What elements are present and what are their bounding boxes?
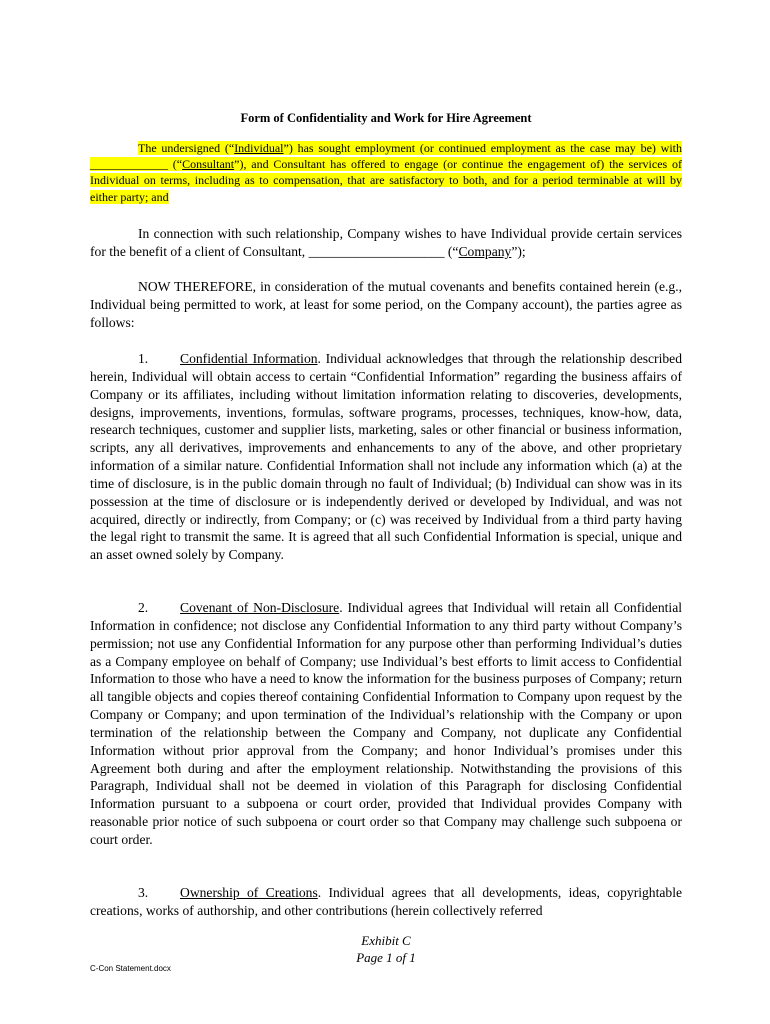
file-name: C-Con Statement.docx	[90, 964, 171, 973]
highlighted-text	[90, 141, 682, 204]
section-1	[90, 350, 682, 564]
section-body: . Individual acknowledges that through the relationship described herein, Individual will obtain access to certain “Confidential Information” regarding the business affairs of Company or its affiliates, including without limitation information relating to discoveries, developments, designs, improvements, inventions, formulas, software programs, processes, techniques, know-how, data, research techniques, customer and supplier lists, marketing, sales or other financial or business information, scripts, any all derivatives, improvements and enhancements to any of the above, and other proprietary information of a similar nature. Confidential Information shall not include any information which (a) at the time of disclosure, is in the public domain through no fault of Individual; (b) Individual can show was in its possession at the time of disclosure or is independently derived or developed by Individual, and was not acquired, directly or indirectly, from Company; or (c) was received by Individual from a third party having the legal right to transmit the same. It is agreed that all such Confidential Information is special, unique and an asset owned solely by Company.	[90, 351, 682, 563]
exhibit-label: Exhibit C	[361, 933, 411, 948]
recital1-text-3: ”), and Consultant has offered to engage (or continue the engagement of) the services of Individual on terms, including as to compensation, that are satisfactory to both, and for a period terminable at will by either party; and	[90, 157, 682, 204]
recital1-text-2: ”) has sought employment (or continued employment as the case may be) with _____________ (“	[90, 141, 683, 172]
recital1-text-1: The undersigned (“	[138, 141, 235, 155]
defined-term-individual: Individual	[234, 141, 284, 155]
section-body: . Individual agrees that all developments, ideas, copyrightable creations, works of authorship, and other contributions (herein collectively referred	[90, 885, 683, 918]
section-number: 2.	[138, 600, 149, 615]
page-number: Page 1 of 1	[356, 950, 416, 965]
section-number: 1.	[138, 351, 149, 366]
section-3	[90, 884, 682, 920]
document-title: Form of Confidentiality and Work for Hire Agreement	[240, 111, 532, 125]
recital2-text-2: ”);	[511, 243, 526, 259]
defined-term-consultant: Consultant	[182, 157, 235, 172]
recital-paragraph-1	[90, 140, 682, 205]
defined-term-company: Company	[458, 243, 512, 259]
recital-paragraph-2	[90, 225, 682, 261]
section-body: . Individual agrees that Individual will retain all Confidential Information in confidence; not disclose any Confidential Information to any third party without Company’s permission; not use any Confidential Information for any purpose other than performing Individual’s duties as a Company employee on behalf of Company; use Individual’s best efforts to limit access to Confidential Information to those who have a need to know the information for the business purposes of Company; return all tangible objects and copies thereof containing Confidential Information to Company upon request by the Company or Company; and upon termination of the Individual’s relationship with the Company or upon termination of the relationship between the Company and Company, not duplicate any Confidential Information without prior approval from the Company; and honor Individual’s promises under this Agreement both during and after the employment relationship. Notwithstanding the provisions of this Paragraph, Individual shall not be deemed in violation of this Paragraph for disclosing Confidential Information pursuant to a subpoena or court order, provided that Individual provides Company with reasonable prior notice of such subpoena or court order so that Company may challenge such subpoena or court order.	[90, 600, 683, 847]
section-heading: Confidential Information	[180, 351, 318, 366]
section-number: 3.	[138, 885, 149, 900]
page-footer	[90, 932, 682, 966]
section-2	[90, 599, 682, 849]
section-heading: Ownership of Creations	[180, 885, 318, 900]
recital2-text-1: In connection with such relationship, Company wishes to have Individual provide certain services for the benefit of a client of Consultant, ____________________ (“	[90, 226, 682, 259]
recital-paragraph-3: NOW THEREFORE, in consideration of the mutual covenants and benefits contained herein (e.g., Individual being permitted to work, at least for some period, on the Company account), the parties agree as follows:	[90, 279, 682, 330]
section-heading: Covenant of Non-Disclosure	[180, 600, 340, 615]
